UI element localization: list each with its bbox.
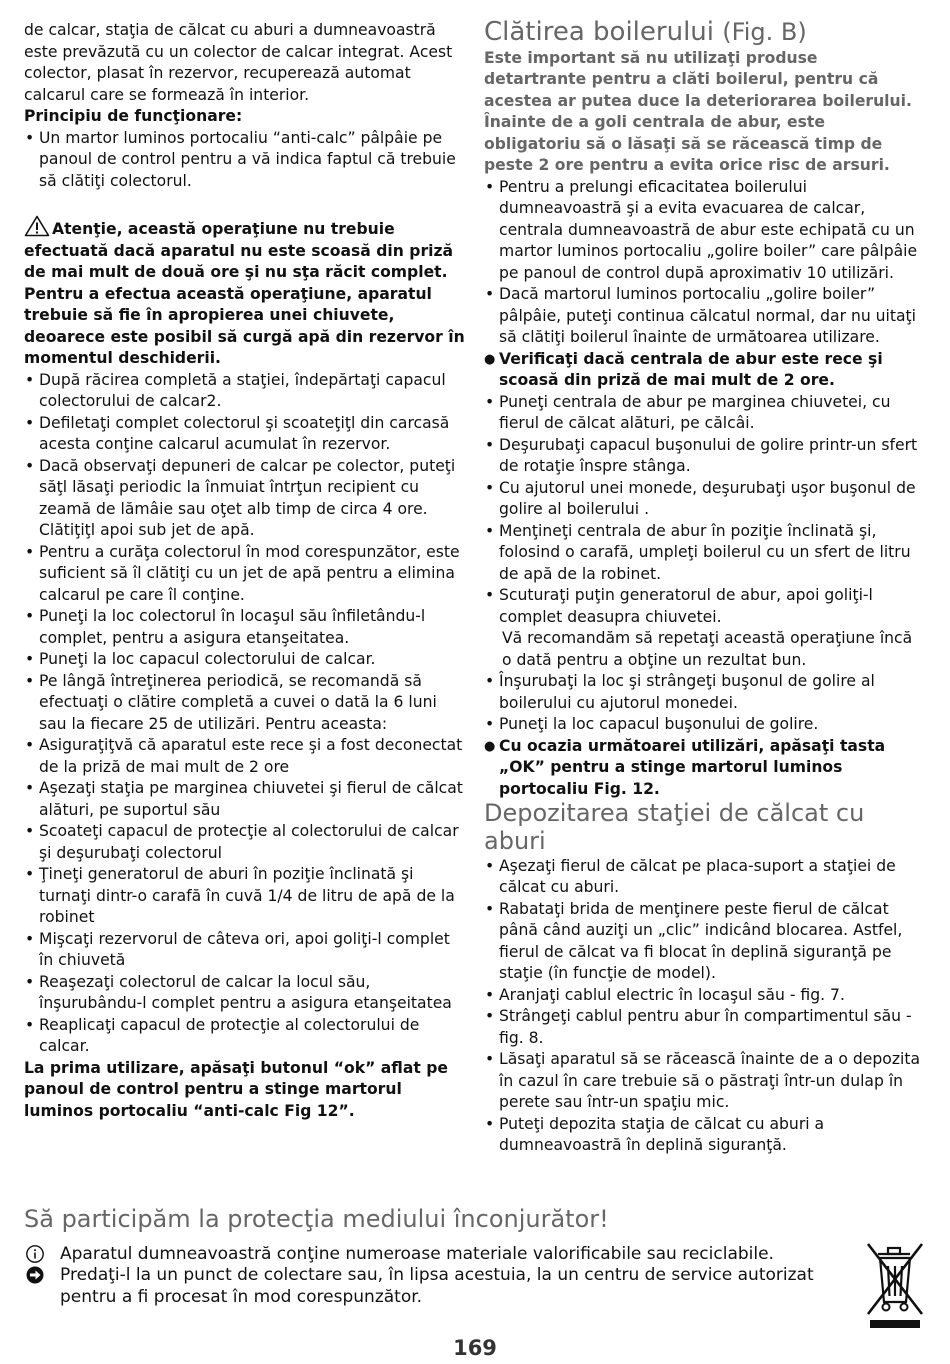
list-item: • Scoateţi capacul de protecţie al colectorului de calcar şi deşurubaţi colectorul: [24, 821, 469, 864]
list-item: • Pentru a curăţa colectorul în mod corespunzător, este suficient să îl clătiţi cu un jet de apă pentru a elimina calcarul pe care îl conţine.: [24, 542, 469, 607]
list-item: • Puneţi la loc capacul buşonului de golire.: [484, 714, 924, 736]
list-item: • Lăsaţi aparatul să se răcească înainte de a o depozita în cazul în care trebuie să o păstraţi într-un dulap în perete sau într-un spaţiu mic.: [484, 1049, 924, 1114]
list-item: • Puteţi depozita staţia de călcat cu aburi a dumneavoastră în deplină siguranţă.: [484, 1114, 924, 1157]
list-item: • Deşurubaţi capacul buşonului de golire printr-un sfert de rotaţie înspre stânga.: [484, 435, 924, 478]
list-item: • Strângeţi cablul pentru abur în compartimentul său - fig. 8.: [484, 1006, 924, 1049]
list-item: • Aranjaţi cablul electric în locaşul său - fig. 7.: [484, 985, 924, 1007]
info-icon: [24, 1244, 46, 1264]
boiler-section-title: [484, 18, 924, 48]
list-item-continuation: Vă recomandăm să repetaţi această operaţiune încă o dată pentru a obţine un rezultat bun.: [502, 629, 913, 669]
list-item: • Aşezaţi staţia pe marginea chiuvetei şi fierul de călcat alături, pe suportul său: [24, 778, 469, 821]
crossed-bin-icon: [864, 1240, 926, 1330]
environment-item-text: Predaţi-l la un punct de colectare sau, în lipsa acestuia, la un centru de service autorizat pentru a fi procesat în mod corespunzător.: [60, 1265, 814, 1307]
left-column: [24, 20, 469, 1122]
list-item: • Reaplicaţi capacul de protecţie al colectorului de calcar.: [24, 1015, 469, 1058]
list-item: • După răcirea completă a staţiei, îndepărtaţi capacul colectorului de calcar2.: [24, 370, 469, 413]
list-item: • Ţineţi generatorul de aburi în poziţie înclinată şi turnaţi dintr-o carafă în cuvă 1/4 de litru de apă de la robinet: [24, 864, 469, 929]
environment-item: [24, 1265, 844, 1308]
list-item: • Puneţi centrala de abur pe marginea chiuvetei, cu fierul de călcat alături, pe călcâi.: [484, 392, 924, 435]
warning-text: Atenţie, această operaţiune nu trebuie efectuată dacă aparatul nu este scoasă din priză de mai mult de două ore şi nu sţa răcit complet. Pentru a efectua această operaţiune, aparatul trebuie să fie în apropierea unei chiuvete, deoarece este posibil să curgă apă din rezervor în momentul deschiderii.: [24, 220, 465, 367]
list-item: • Înşurubaţi la loc şi strângeţi buşonul de golire al boilerului cu ajutorul monedei.: [484, 671, 924, 714]
list-item: • Menţineţi centrala de abur în poziţie înclinată şi, folosind o carafă, umpleţi boilerul cu un sfert de litru de apă de la robinet.: [484, 521, 924, 586]
warning-icon: [24, 215, 50, 237]
boiler-note: Este important să nu utilizaţi produse detartrante pentru a clăti boilerul, pentru că acestea ar putea duce la deteriorarea boilerului. Înainte de a goli centrala de abur, este obligatoriu să o lăsaţi să se răcească timp de peste 2 ore pentru a evita orice risc de arsuri.: [484, 48, 912, 175]
warning-paragraph: [24, 215, 469, 370]
list-item: ● Verificaţi dacă centrala de abur este rece şi scoasă din priză de mai mult de 2 ore.: [484, 349, 924, 392]
list-item: • Defiletaţi complet colectorul şi scoateţiţl din carcasă acesta conţine calcarul acumulat în rezervor.: [24, 413, 469, 456]
list-item: • Dacă observaţi depuneri de calcar pe colector, puteţi săţl lăsaţi periodic la înmuiat întrţun recipient cu zeamă de lămâie sau oţet alb timp de circa 4 ore. Clătiţiţl apoi sub jet de apă.: [24, 456, 469, 542]
list-item: • Cu ajutorul unei monede, deşurubaţi uşor buşonul de golire al boilerului .: [484, 478, 924, 521]
storage-section-title: Depozitarea staţiei de călcat cu aburi: [484, 799, 865, 855]
list-item: • Asiguraţiţvă că aparatul este rece şi a fost deconectat de la priză de mai mult de 2 ore: [24, 735, 469, 778]
list-item: • Reaşezaţi colectorul de calcar la locul său, înşurubându-l complet pentru a asigura etanşeitatea: [24, 972, 469, 1015]
principle-item: • Un martor luminos portocaliu “anti-calc” pâlpâie pe panoul de control pentru a vă indica faptul că trebuie să clătiţi colectorul.: [24, 128, 469, 193]
list-item: • Mişcaţi rezervorul de câteva ori, apoi goliţi-l complet în chiuvetă: [24, 929, 469, 972]
right-column: [484, 18, 924, 1157]
intro-paragraph: de calcar, staţia de călcat cu aburi a dumneavoastră este prevăzută cu un colector de calcar integrat. Acest colector, plasat în rezervor, recuperează automat calcarul care se formează în interior.: [24, 21, 453, 104]
list-item: • Scuturaţi puţin generatorul de abur, apoi goliţi-l complet deasupra chiuvetei.: [484, 585, 924, 628]
boiler-fig-ref: (Fig. B): [722, 18, 807, 46]
arrow-right-icon: [24, 1265, 46, 1285]
list-item: • Dacă martorul luminos portocaliu „golire boiler” pâlpâie, puteţi continua călcatul normal, dar nu uitaţi să clătiţi boilerul înainte de următoarea utilizare.: [484, 284, 924, 349]
list-item: • Puneţi la loc capacul colectorului de calcar.: [24, 649, 469, 671]
list-item: ● Cu ocazia următoarei utilizări, apăsaţi tasta „OK” pentru a stinge martorul luminos portocaliu Fig. 12.: [484, 736, 924, 801]
final-note: La prima utilizare, apăsaţi butonul “ok” aflat pe panoul de control pentru a stinge martorul luminos portocaliu “anti-calc Fig 12”.: [24, 1058, 448, 1120]
environment-item: [24, 1244, 844, 1266]
environment-item-text: Aparatul dumneavoastră conţine numeroase materiale valorificabile sau reciclabile.: [60, 1243, 774, 1264]
boiler-title: Clătirea boilerului: [484, 17, 714, 47]
list-item: • Aşezaţi fierul de călcat pe placa-suport a staţiei de călcat cu aburi.: [484, 856, 924, 899]
list-item: • Puneţi la loc colectorul în locaşul său înfiletându-l complet, pentru a asigura etanşeitatea.: [24, 606, 469, 649]
environment-title: Să participăm la protecţia mediului înconjurător!: [24, 1205, 609, 1233]
page-number: 169: [453, 1336, 497, 1360]
list-item: • Pentru a prelungi eficacitatea boilerului dumneavoastră şi a evita evacuarea de calcar, centrala dumneavoastră de abur este echipată cu un martor luminos portocaliu „golire boiler” care pâlpâie pe panoul de control după aproximativ 10 utilizări.: [484, 177, 924, 285]
principle-title: Principiu de funcţionare:: [24, 107, 243, 125]
list-item: • Pe lângă întreţinerea periodică, se recomandă să efectuaţi o clătire completă a cuvei o dată la 6 luni sau la fiecare 25 de utilizări. Pentru aceasta:: [24, 671, 469, 736]
environment-section: [24, 1206, 844, 1308]
list-item: • Rabataţi brida de menţinere peste fierul de călcat până când auziţi un „clic” indicând blocarea. Astfel, fierul de călcat va fi blocat în deplină siguranţă pe staţie (în funcţie de model).: [484, 899, 924, 985]
